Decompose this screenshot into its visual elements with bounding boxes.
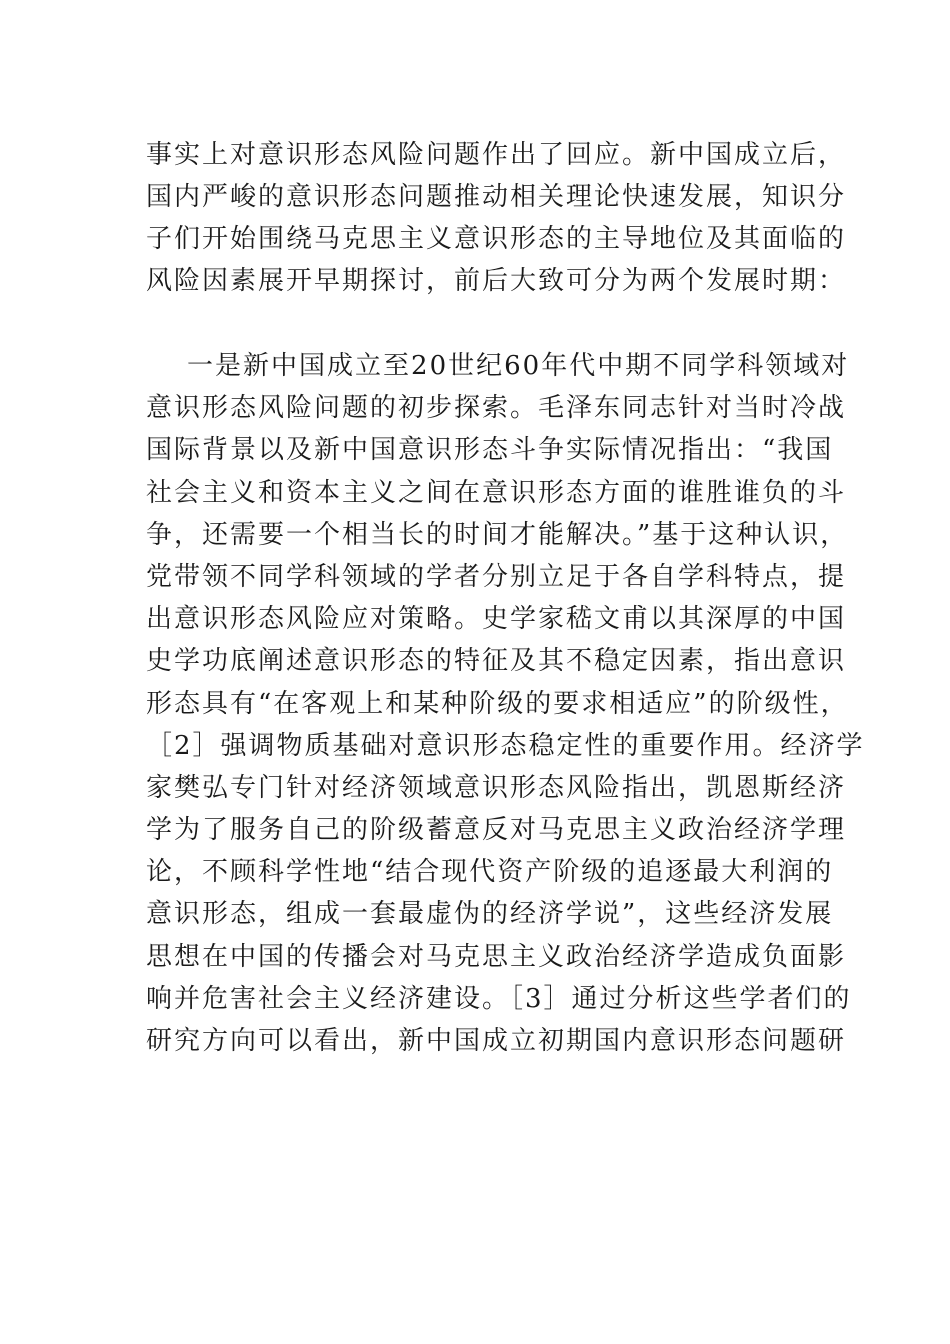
text-line: 思想在中国的传播会对马克思主义政治经济学造成负面影 xyxy=(146,941,847,972)
text-line: 研究方向可以看出，新中国成立初期国内意识形态问题研 xyxy=(146,1026,847,1056)
text-line: 出意识形态风险应对策略。史学家嵇文甫以其深厚的中国 xyxy=(146,604,847,635)
text-line: 事实上对意识形态风险问题作出了回应。新中国成立后， xyxy=(146,140,847,170)
paragraph-2 xyxy=(146,345,865,1062)
text-line: 意识形态风险问题的初步探索。毛泽东同志针对当时冷战 xyxy=(146,393,847,424)
text-line: 学为了服务自己的阶级蓄意反对马克思主义政治经济学理 xyxy=(146,815,847,846)
text-line: 家樊弘专门针对经济领域意识形态风险指出，凯恩斯经济 xyxy=(146,772,847,803)
text-line: 社会主义和资本主义之间在意识形态方面的谁胜谁负的斗 xyxy=(146,477,847,508)
text-line: 史学功底阐述意识形态的特征及其不稳定因素，指出意识 xyxy=(146,646,847,677)
text-line: 一是新中国成立至20世纪60年代中期不同学科领域对 xyxy=(146,351,850,381)
text-line: 国内严峻的意识形态问题推动相关理论快速发展，知识分 xyxy=(146,182,847,212)
text-line: 响并危害社会主义经济建设。［3］通过分析这些学者们的 xyxy=(146,983,852,1014)
paragraph-1 xyxy=(146,134,847,302)
text-line: 国际背景以及新中国意识形态斗争实际情况指出：“我国 xyxy=(146,435,834,466)
text-line: 党带领不同学科领域的学者分别立足于各自学科特点，提 xyxy=(146,561,847,592)
text-line: 子们开始围绕马克思主义意识形态的主导地位及其面临的 xyxy=(146,224,847,254)
text-line: 形态具有“在客观上和某种阶级的要求相适应”的阶级性， xyxy=(146,688,849,719)
text-line: ［2］强调物质基础对意识形态稳定性的重要作用。经济学 xyxy=(146,730,865,761)
text-line: 争，还需要一个相当长的时间才能解决。”基于这种认识， xyxy=(146,519,849,550)
text-line: 论，不顾科学性地“结合现代资产阶级的追逐最大利润的 xyxy=(146,857,834,888)
text-line: 风险因素展开早期探讨，前后大致可分为两个发展时期： xyxy=(146,266,847,296)
text-line: 意识形态，组成一套最虚伪的经济学说”，这些经济发展 xyxy=(146,899,834,930)
